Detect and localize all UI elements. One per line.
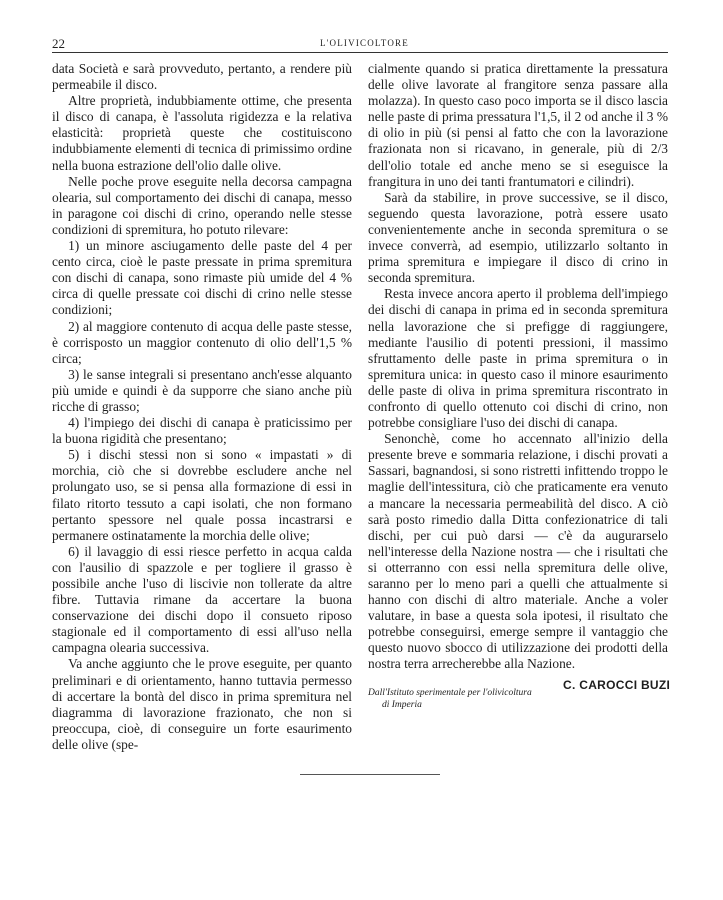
left-column <box>52 61 352 753</box>
list-item: 6) il lavaggio di essi riesce perfetto in acqua calda con l'ausilio di spazzole e per togliere il grasso è possibile anche l'uso di liscivie non tollerate da altre fibre. Tuttavia rimane da accertare la buona conservazione dei dischi dopo il consueto riposo stagionale ed il comportamento di essi all'uso nella campagna olearia successiva. <box>52 543 352 656</box>
affiliation-line: di Imperia <box>382 699 422 710</box>
paragraph: Altre proprietà, indubbiamente ottime, che presenta il disco di canapa, è l'assoluta rigidezza e la relativa elasticità: proprietà queste che costituiscono indubbiamente elementi di tecnica di primissimo ordine nella buona estrazione dell'olio dalle olive. <box>52 93 352 173</box>
paragraph: Senonchè, come ho accennato all'inizio della presente breve e sommaria relazione, i dischi provati a Sassari, bagnandosi, si sono ristretti infittendo troppo le maglie dell'intessitura, ciò che praticamente era venuto a mancare la necessaria permeabilità del disco. A ciò sarà posto rimedio dalla Ditta confezionatrice di tali dischi, per cui può darsi — c'è da augurarselo nell'interesse della Nazione nostra — che i risultati che si otterranno con essi nella spremitura delle olive, saranno per lo meno pari a quelli che attualmente si hanno con dischi di altro materiale. Anche a voler valutare, in base a questa sola ipotesi, il risultato che potrebbe conseguirsi, emerge sempre il vantaggio che questo nuovo sbocco di utilizzazione dei prodotti della nostra terra arrecherebbe alla Nazione. <box>368 431 668 672</box>
paragraph: Sarà da stabilire, in prove successive, se il disco, seguendo questa lavorazione, potrà essere usato convenientemente anche in seconda spremitura o se invece converrà, ad esempio, utilizzarlo soltanto in prima spremitura e impiegare il disco di crino in seconda spremitura. <box>368 189 668 286</box>
list-item: 4) l'impiego dei dischi di canapa è praticissimo per la buona rigidità che presentano; <box>52 415 352 447</box>
list-item: 5) i dischi stessi non si sono « impastati » di morchia, ciò che si dovrebbe escludere anche nel prolungato uso, se si pensa alla formazione di essi in filato ritorto tessuto a capi isolati, che non formano pertanto spessore nel quale possa incastrarsi e permanere ostinatamente la morchia delle olive; <box>52 447 352 543</box>
paragraph: Va anche aggiunto che le prove eseguite, per quanto preliminari e di orientamento, hanno tuttavia permesso di accertare la bontà del disco in prima spremitura nel diagramma di lavorazione frazionato, che non si preoccupa, cioè, di conseguire un forte esaurimento delle olive (spe- <box>52 656 352 752</box>
header-rule <box>52 52 668 53</box>
paragraph: Nelle poche prove eseguite nella decorsa campagna olearia, sul comportamento dei dischi di canapa, messo in paragone coi dischi di crino, operando nelle stesse condizioni di spremitura, ho potuto rilevare: <box>52 173 352 237</box>
end-rule <box>300 774 440 775</box>
right-column <box>368 61 671 711</box>
paragraph: Resta invece ancora aperto il problema dell'impiego dei dischi di canapa in prima ed in seconda spremitura nella lavorazione che si prefigge di raggiungere, mediante l'ausilio di potenti pressioni, il massimo sfruttamento delle paste in prima spremitura o in spremitura unica: in questo caso il minore esaurimento delle paste di oliva in prima spremitura riscontrato in confronto di quello ottenuto coi dischi di crino, non potrebbe consigliare l'uso dei dischi di canapa. <box>368 286 668 431</box>
paragraph: cialmente quando si pratica direttamente la pressatura delle olive lavorate al frangitore senza passare alla molazza). In questo caso poco importa se il disco lascia nelle paste di prima pressatura l'1,5, il 2 od anche il 3 % di olio in più (si pensi al fatto che con la lavorazione frazionata non si ricavano, in generale, più di 2/3 dell'olio totale ed anche meno se si eseguisce la frangitura in uno dei tanti frantumatori e cilindri). <box>368 61 668 189</box>
running-title: L'OLIVICOLTORE <box>320 38 409 48</box>
list-item: 3) le sanse integrali si presentano anch'esse alquanto più umide e quindi è da supporre che siano anche più ricche di grasso; <box>52 366 352 414</box>
author-signature: C. CAROCCI BUZI <box>563 678 671 692</box>
list-item: 2) al maggiore contenuto di acqua delle paste stesse, è corrisposto un maggior contenuto di olio dell'1,5 % circa; <box>52 318 352 366</box>
paragraph: data Società e sarà provveduto, pertanto, a rendere più permeabile il disco. <box>52 61 352 93</box>
page-number: 22 <box>52 36 65 51</box>
list-item: 1) un minore asciugamento delle paste del 4 per cento circa, cioè le paste pressate in prima spremitura con dischi di canapa, sono rimaste più umide del 4 % circa di quelle pressate coi dischi di crino nelle stesse condizioni; <box>52 238 352 318</box>
affiliation-line: Dall'Istituto sperimentale per l'olivicoltura <box>368 687 532 698</box>
